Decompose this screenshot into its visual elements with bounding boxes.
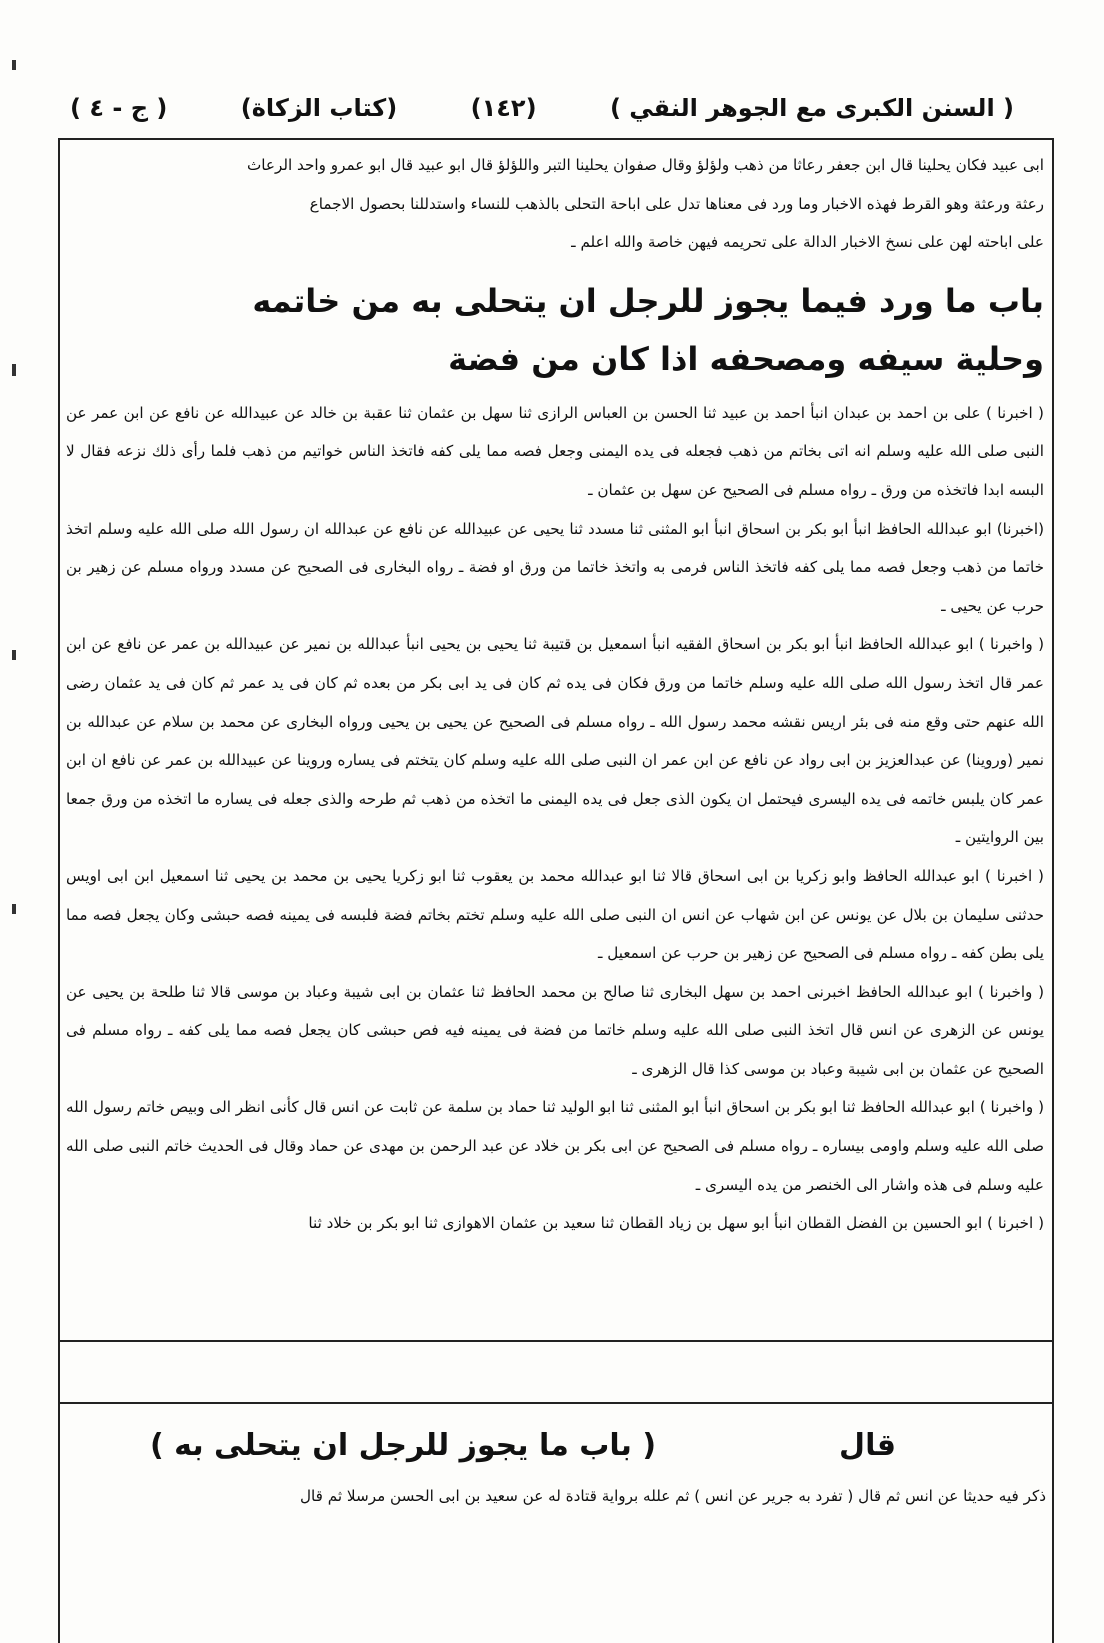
chapter-title <box>66 272 1044 388</box>
footnote-heading <box>150 1420 896 1470</box>
footnote-text: ذكر فيه حديثا عن انس ثم قال ( تفرد به جرير عن انس ) ثم علله برواية قتادة له عن سعيد بن ابى الحسن مرسلا ثم قال <box>300 1487 1046 1505</box>
running-header <box>70 88 1014 128</box>
chapter-title-line: باب ما ورد فيما يجوز للرجل ان يتحلى به من خاتمه <box>252 281 1044 320</box>
hadith-paragraph: ( واخبرنا ) ابو عبدالله الحافظ انبأ ابو بكر بن اسحاق الفقيه انبأ اسمعيل بن قتيبة ثنا يحيى بن يحيى انبأ عبدالله بن نمير عن عبيدالله بن عمر عن نافع عن ابن عمر قال اتخذ رسول الله صلى الله عليه وسلم خاتما من ورق فكان فى يده ثم كان فى يد ابى بكر من بعده ثم كان فى يد عمر ثم كان فى يد عثمان رضى الله عنهم حتى وقع منه فى بئر اريس نقشه محمد رسول الله ـ رواه مسلم فى الصحيح عن يحيى بن يحيى ورواه البخارى عن محمد بن سلام عن عبدالله بن نمير (وروينا) عن عبدالعزيز بن ابى رواد عن نافع عن ابن عمر ان النبى صلى الله عليه وسلم كان يتختم فى يساره وروينا عن عبيدالله بن عمر عن نافع ان ابن عمر كان يلبس خاتمه فى يده اليسرى فيحتمل ان يكون الذى جعل فى يده اليمنى ما اتخذه من ذهب ثم طرحه والذى جعله فى يساره ما اتخذه من ورق جمعا بين الروايتين ـ <box>66 635 1044 847</box>
footnote-chapter-title: ( باب ما يجوز للرجل ان يتحلى به ) <box>150 1427 657 1463</box>
intro-line: ابى عبيد فكان يحلينا قال ابن جعفر رعاثا من ذهب ولؤلؤ وقال صفوان يحلينا التبر واللؤلؤ قال ابو عبيد قال ابو عمرو واحد الرعاث <box>246 156 1044 174</box>
intro-line: رعثة ورعثة وهو القرط فهذه الاخبار وما ورد فى معناها تدل على اباحة التحلى بالذهب للنساء واستدللنا بحصول الاجماع <box>309 194 1044 213</box>
intro-line: على اباحته لهن على نسخ الاخبار الدالة على تحريمه فيهن خاصة والله اعلم ـ <box>571 233 1044 252</box>
frame-border-bottom <box>58 1340 1054 1342</box>
page-number: (١٤٢) <box>470 94 537 122</box>
hadith-paragraph: ( اخبرنا ) على بن احمد بن عبدان انبأ احمد بن عبيد ثنا الحسن بن العباس الرازى ثنا سهل بن عثمان ثنا عقبة بن خالد عن عبيدالله عن نافع عن ابن عمر عن النبى صلى الله عليه وسلم انه اتى بخاتم من ذهب فجعله فى يده اليمنى وجعل فصه مما يلى كفه فاتخذ الناس خواتيم من ذهب فلما رأى ذلك نزعه فقال لا البسه ابدا فاتخذه من ورق ـ رواه مسلم فى الصحيح عن سهل بن عثمان ـ <box>66 403 1044 499</box>
hadith-paragraph: ( اخبرنا ) ابو الحسين بن الفضل القطان انبأ ابو سهل بن زياد القطان ثنا سعيد بن عثمان الاهوازى ثنا ابو بكر بن خلاد ثنا <box>308 1214 1044 1233</box>
section-title: (كتاب الزكاة) <box>240 94 398 122</box>
main-text <box>66 146 1044 1243</box>
hadith-paragraph: ( واخبرنا ) ابو عبدالله الحافظ اخبرنى احمد بن سهل البخارى ثنا صالح بن محمد الحافظ ثنا عثمان بن ابى شيبة وعباد بن موسى قالا ثنا طلحة بن يحيى عن يونس عن الزهرى عن انس قال اتخذ النبى صلى الله عليه وسلم خاتما من فضة فى يمينه فيه فص حبشى كان يجعل فصه مما يلى كفه ـ رواه مسلم فى الصحيح عن عثمان بن ابى شيبة وعباد بن موسى كذا قال الزهرى ـ <box>66 982 1044 1078</box>
margin-mark <box>12 364 16 376</box>
hadith-paragraph: (اخبرنا) ابو عبدالله الحافظ انبأ ابو بكر بن اسحاق انبأ ابو المثنى ثنا مسدد ثنا يحيى عن عبيدالله عن نافع عن عبدالله ان رسول الله صلى الله عليه وسلم اتخذ خاتما من ذهب وجعل فصه مما يلى كفه فاتخذ الناس فرمى به واتخذ خاتما من ورق او فضة ـ رواه البخارى فى الصحيح عن مسدد ورواه مسلم عن زهير بن حرب عن يحيى ـ <box>66 519 1044 615</box>
volume-number: ( ج - ٤ ) <box>70 94 168 122</box>
footnote-divider <box>58 1402 1054 1404</box>
margin-mark <box>12 60 16 70</box>
chapter-title-line: وحلية سيفه ومصحفه اذا كان من فضة <box>448 339 1044 378</box>
footnote-label: قال <box>839 1427 896 1463</box>
hadith-paragraph: ( واخبرنا ) ابو عبدالله الحافظ ثنا ابو بكر بن اسحاق انبأ ابو المثنى ثنا ابو الوليد ثنا حماد بن سلمة عن ثابت عن انس قال كأنى انظر الى وبيص خاتم رسول الله صلى الله عليه وسلم واومى بيساره ـ رواه مسلم فى الصحيح عن ابى بكر بن خلاد عن عبد الرحمن بن مهدى عن حماد وقال فى الحديث خاتم النبى صلى الله عليه وسلم فى هذه واشار الى الخنصر من يده اليسرى ـ <box>66 1098 1044 1194</box>
margin-mark <box>12 650 16 660</box>
book-title: ( السنن الكبرى مع الجوهر النقي ) <box>609 94 1014 122</box>
hadith-paragraph: ( اخبرنا ) ابو عبدالله الحافظ وابو زكريا بن ابى اسحاق قالا ثنا ابو عبدالله محمد بن يعقوب ثنا ابو زكريا يحيى بن محمد بن يحيى ثنا اسمعيل ابن ابى اويس حدثنى سليمان بن بلال عن يونس عن ابن شهاب عن انس ان النبى صلى الله عليه وسلم تختم بخاتم فضة فلبسه فى يمينه فصه حبشى وكان يجعل فصه مما يلى بطن كفه ـ رواه مسلم فى الصحيح عن زهير بن حرب عن اسمعيل ـ <box>66 866 1044 963</box>
margin-mark <box>12 904 16 914</box>
